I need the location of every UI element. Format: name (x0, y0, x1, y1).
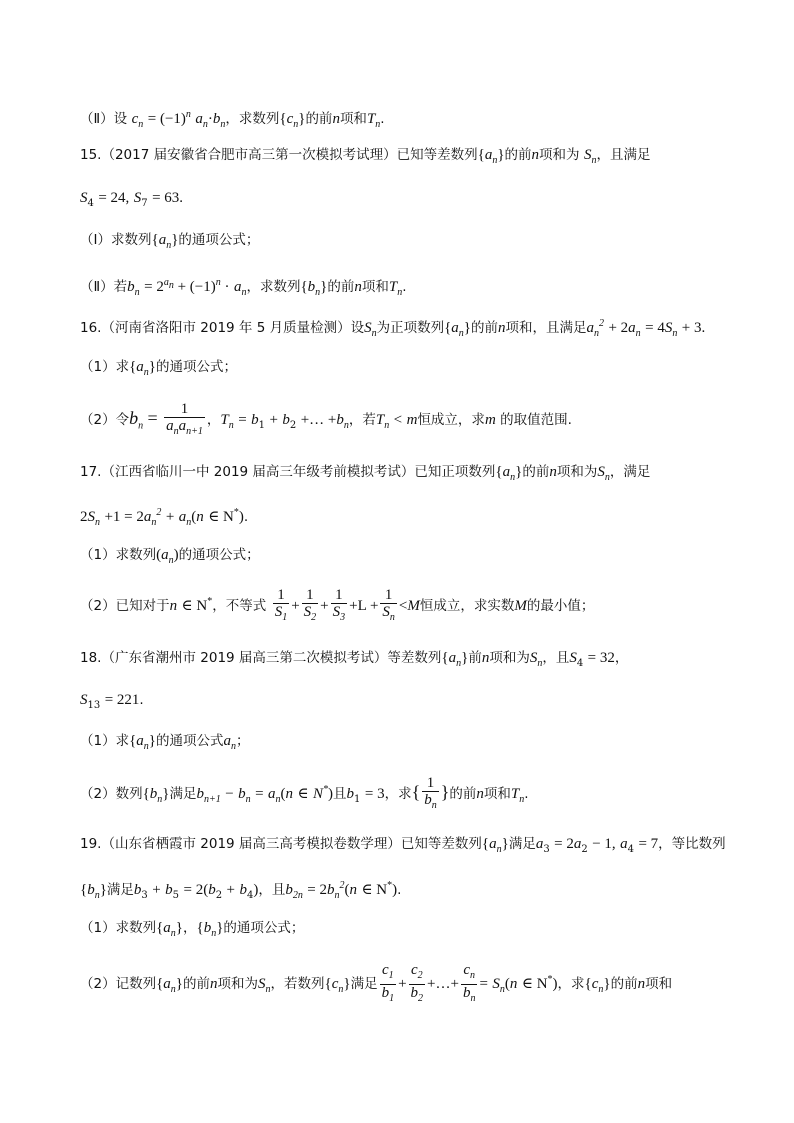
fraction: $\frac{1}{S_1}$ (274, 586, 288, 623)
fraction: $\frac{c_1}{b_1}$ (381, 961, 395, 1004)
text-line-10: （1）求数列$(a_n)$的通项公式； (80, 547, 260, 566)
text-line-14: （1）求$\{a_n\}$的通项公式$a_n$； (80, 733, 250, 752)
fraction: $\frac{1}{S_n}$ (382, 586, 395, 623)
fraction: $\frac{c_n}{b_n}$ (462, 961, 476, 1004)
fraction: $\frac{1}{a_na_{n+1}}$ (166, 400, 203, 437)
text-line-11: （2）已知对于n ∈ N*，不等式 $\frac{1}{S_1}$ + $\frac{1}{S_2}$ + $\frac{1}{S_3}$ +L + $\frac{1}{S_n}$ <M恒成立，求实数M的最小值； (80, 584, 594, 626)
text-line-8: 17.（江西省临川一中 2019 届高三年级考前模拟考试）已知正项数列$\{a_n\}$的前n项和为$S_n$，满足 (80, 464, 651, 483)
text-line-3: （Ⅰ）求数列$\{a_n\}$的通项公式； (80, 232, 260, 251)
text-line-7: （2）令$b_n$ = $\frac{1}{a_na_{n+1}}$ ，$T_n = b_1 + b_2$ +… $+b_n$，若$T_n < m$恒成立，求m 的取值范围. (80, 400, 572, 445)
text-line-0: （Ⅱ）设 $c_n = (-1)^n$ $a_n\cdot b_n$，求数列$\{c_n\}$的前n项和$T_n$. (80, 109, 385, 130)
fraction: $\frac{1}{S_3}$ (332, 586, 346, 623)
text-line-4: （Ⅱ）若$b_n = 2^{a_n} + (-1)^n \cdot a_n$，求数列$\{b_n\}$的前n项和$T_n$. (80, 277, 407, 298)
text-line-2: $S_4 = 24$, $S_7 = 63$. (80, 190, 184, 209)
fraction: $\frac{1}{b_n}$ (424, 774, 437, 811)
text-line-12: 18.（广东省潮州市 2019 届高三第二次模拟考试）等差数列$\{a_n\}$前n项和为$S_n$，且$S_4 = 32$， (80, 650, 629, 669)
text-line-13: $S_{13} = 221$. (80, 692, 144, 711)
text-line-16: 19.（山东省栖霞市 2019 届高三高考模拟卷数学理）已知等差数列$\{a_n\}$满足$a_3 = 2a_2 - 1$, $a_4 = 7$，等比数列 (80, 836, 726, 855)
text-line-9: $2S_n +1 = 2a_n^2 + a_n(n$ ∈ N*). (80, 507, 249, 528)
text-line-15: （2）数列$\{b_n\}$满足$b_{n+1} - b_n = a_n(n$ ∈ N*)且$b_1 = 3$，求{ $\frac{1}{b_n}$ }的前n项和$T_n$. (80, 770, 529, 820)
fraction: $\frac{c_2}{b_2}$ (410, 961, 424, 1004)
text-line-6: （1）求$\{a_n\}$的通项公式； (80, 359, 237, 378)
text-line-18: （1）求数列$\{a_n\}$，$\{b_n\}$的通项公式； (80, 920, 305, 939)
text-line-17: $\{b_n\}$满足$b_3 + b_5 = 2(b_2 + b_4)$，且$b_{2n} = 2b_n^2(n$ ∈ N*). (80, 880, 402, 901)
text-line-1: 15.（2017 届安徽省合肥市高三第一次模拟考试理）已知等差数列$\{a_n\}$的前n项和为 $S_n$，且满足 (80, 147, 651, 166)
text-line-19: （2）记数列$\{a_n\}$的前n项和为$S_n$，若数列$\{c_n\}$满足 $\frac{c_1}{b_1}$ + $\frac{c_2}{b_2}$ +…+ $\frac{c_n}{b_n}$ = $S_n(n$ ∈ N*)，求$\{c_n\}$的前n项和 (80, 960, 672, 1010)
text-line-5: 16.（河南省洛阳市 2019 年 5 月质量检测）设$S_n$为正项数列$\{a_n\}$的前n项和，且满足$a_n^2 + 2a_n = 4S_n + 3$. (80, 318, 706, 339)
fraction: $\frac{1}{S_2}$ (303, 586, 317, 623)
